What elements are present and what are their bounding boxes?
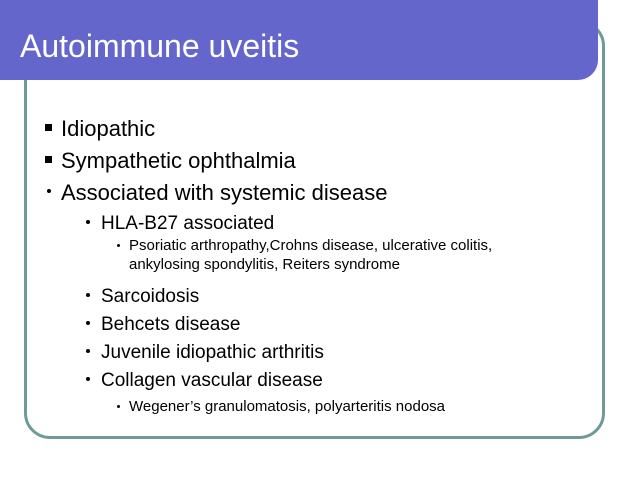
square-bullet-icon xyxy=(45,156,52,163)
bullet-text: Sympathetic ophthalmia xyxy=(61,148,296,173)
dot-bullet-icon xyxy=(86,377,90,381)
bullet-text: Idiopathic xyxy=(61,116,156,141)
dot-bullet-icon xyxy=(86,321,90,325)
bullet-text: Collagen vascular disease xyxy=(101,370,323,391)
dot-bullet-icon xyxy=(117,244,120,247)
dot-bullet-icon xyxy=(47,189,51,193)
dot-bullet-icon xyxy=(117,405,120,408)
title-bar xyxy=(0,0,598,80)
dot-bullet-icon xyxy=(86,220,90,224)
dot-bullet-icon xyxy=(86,349,90,353)
bullet-text: HLA-B27 associated xyxy=(101,213,275,234)
slide-title: Autoimmune uveitis xyxy=(20,28,300,64)
bullet-text-continued: ankylosing spondylitis, Reiters syndrome xyxy=(129,256,400,273)
bullet-text: Psoriatic arthropathy,Crohns disease, ulcerative colitis, xyxy=(129,237,493,254)
bullet-text: Associated with systemic disease xyxy=(61,180,388,205)
bullet-text: Sarcoidosis xyxy=(101,286,200,307)
bullet-text: Juvenile idiopathic arthritis xyxy=(101,342,324,363)
bullet-text: Behcets disease xyxy=(101,314,241,335)
dot-bullet-icon xyxy=(86,293,90,297)
square-bullet-icon xyxy=(45,124,52,131)
bullet-text: Wegener’s granulomatosis, polyarteritis nodosa xyxy=(129,398,446,415)
